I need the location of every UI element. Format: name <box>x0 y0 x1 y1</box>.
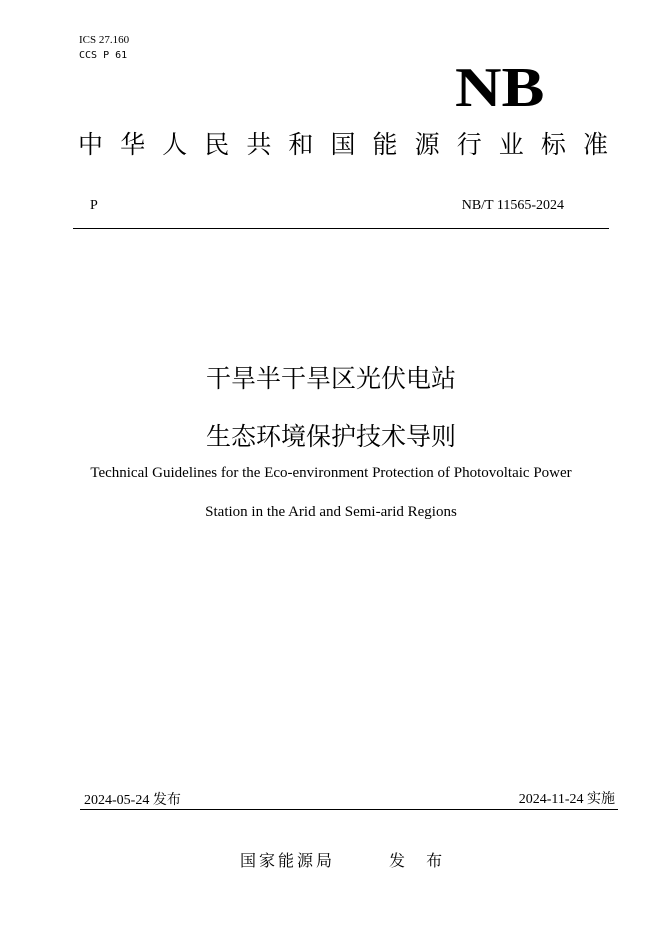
header-divider <box>73 228 609 229</box>
issuer: 国家能源局 <box>240 851 336 870</box>
nb-logo: NB <box>455 57 545 119</box>
classification-code: P <box>90 198 98 213</box>
implement-date: 2024-11-24 实施 <box>518 792 615 807</box>
standard-number: NB/T 11565-2024 <box>461 198 564 213</box>
en-title-line-2: Station in the Arid and Semi-arid Regions <box>205 504 457 520</box>
en-title-line-1: Technical Guidelines for the Eco-environment Protection of Photovoltaic Power <box>90 465 572 481</box>
title-char: 民 <box>204 130 230 159</box>
title-char: 业 <box>498 130 524 159</box>
title-char: 华 <box>120 130 146 159</box>
cn-title-line-1: 干旱半干旱区光伏电站 <box>205 364 456 393</box>
publish-date: 2024-05-24 发布 <box>84 793 181 808</box>
footer-divider <box>80 809 618 810</box>
title-char: 国 <box>330 130 356 159</box>
ics-code: ICS 27.160 <box>79 34 130 46</box>
title-char: 共 <box>246 130 272 159</box>
industry-standard-title <box>78 128 608 162</box>
title-char: 和 <box>288 130 314 159</box>
ccs-code: CCS P 61 <box>79 50 128 61</box>
issue-label: 发 布 <box>389 851 451 870</box>
cn-title-line-2: 生态环境保护技术导则 <box>205 422 456 451</box>
title-char: 标 <box>540 130 566 159</box>
title-char: 准 <box>582 130 608 159</box>
title-char: 中 <box>78 130 104 159</box>
title-char: 源 <box>414 130 440 159</box>
title-char: 人 <box>162 130 188 159</box>
title-char: 行 <box>456 130 482 159</box>
title-char: 能 <box>372 130 398 159</box>
